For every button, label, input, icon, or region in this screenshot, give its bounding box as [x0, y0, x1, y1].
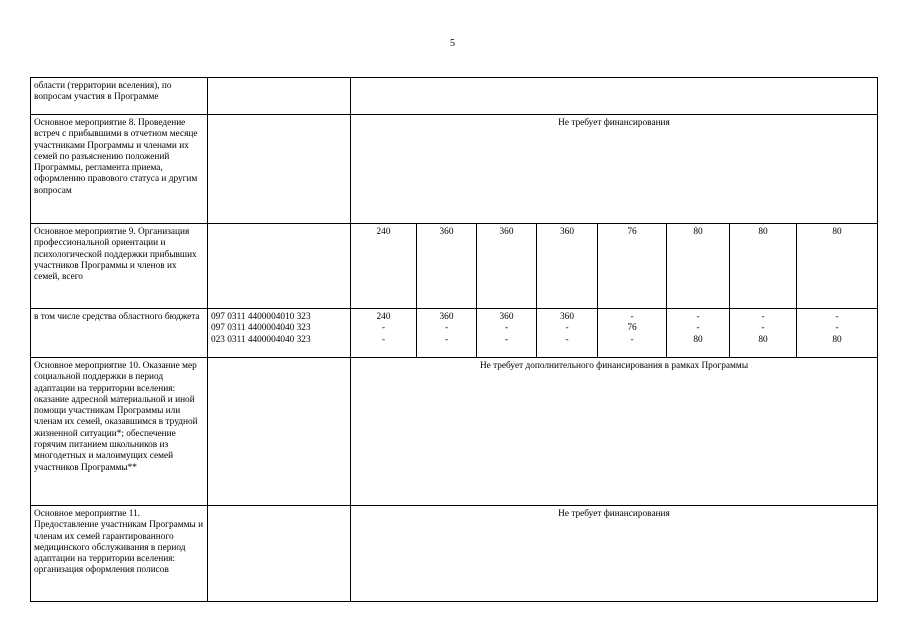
value: - [630, 334, 634, 345]
value-cell [598, 309, 667, 358]
table-row [31, 358, 878, 506]
measure-description: области (территории вселения), по вопросам участия в Программе [31, 78, 208, 115]
value-cell: 80 [797, 224, 878, 309]
value-cell [417, 309, 477, 358]
value: - [835, 323, 839, 334]
measure-description: Основное мероприятие 11. Предоставление участникам Программы и членам их семей гарантированного медицинского обслуживания в период адаптации на территории вселения: организация оформления полисов [31, 506, 208, 602]
measure-description: Основное мероприятие 10. Оказание мер социальной поддержки в период адаптации на территории вселения: оказание адресной материальной и иной помощи участникам Программы или членам их семей, оказавшимся в трудной жизненной ситуации*; обеспечение горячим питанием школьников из многодетных и малоимущих семей участников Программы** [31, 358, 208, 506]
value: - [835, 312, 839, 322]
value: - [504, 323, 509, 334]
budget-code-cell [208, 78, 351, 115]
measure-description: Основное мероприятие 9. Организация профессиональной ориентации и психологической поддержки прибывших участников Программы и членов их семей, всего [31, 224, 208, 309]
value: 360 [499, 312, 514, 322]
value: - [761, 323, 765, 334]
measure-description: Основное мероприятие 8. Проведение встреч с прибывшими в отчетном месяце участниками Программы и членами их семей по разъяснению положений Программы, регламента приема, оформлению правового статуса и другим вопросам [31, 115, 208, 224]
value: 80 [832, 334, 842, 345]
value: 80 [693, 334, 703, 345]
measure-description: в том числе средства областного бюджета [31, 309, 208, 358]
value-cell: 360 [537, 224, 598, 309]
budget-code: 097 0311 4400004010 323 [211, 312, 311, 322]
value-cell: 80 [730, 224, 797, 309]
value: - [381, 334, 386, 345]
value-cell [351, 309, 417, 358]
budget-code-cell [208, 358, 351, 506]
value-cell [477, 309, 537, 358]
value: - [381, 323, 386, 334]
budget-code-cell [208, 224, 351, 309]
value-cell: 240 [351, 224, 417, 309]
page-number: 5 [450, 38, 455, 49]
table-row [31, 506, 878, 602]
value-cell: 80 [667, 224, 730, 309]
value: - [565, 323, 569, 334]
funding-table [30, 77, 878, 602]
empty-cell [351, 78, 878, 115]
budget-code-cell [208, 115, 351, 224]
value-cell: 360 [417, 224, 477, 309]
value: - [630, 312, 634, 322]
table-row [31, 78, 878, 115]
value: 360 [560, 312, 574, 322]
value: - [504, 334, 509, 345]
value-cell: 76 [598, 224, 667, 309]
value-cell: 360 [477, 224, 537, 309]
table-row [31, 115, 878, 224]
value: - [696, 312, 700, 322]
value: - [565, 334, 569, 345]
value: 360 [439, 312, 454, 322]
value: - [444, 323, 449, 334]
value: 76 [627, 323, 637, 334]
value: 240 [376, 312, 391, 322]
value-cell [667, 309, 730, 358]
budget-code: 023 0311 4400004040 323 [211, 334, 311, 345]
funding-note: Не требует дополнительного финансирования в рамках Программы [351, 358, 878, 506]
budget-code: 097 0311 4400004040 323 [211, 323, 311, 334]
value: - [761, 312, 765, 322]
funding-note: Не требует финансирования [351, 115, 878, 224]
value: - [696, 323, 700, 334]
table-row [31, 309, 878, 358]
value-cell [797, 309, 878, 358]
budget-code-cell [208, 309, 351, 358]
funding-note: Не требует финансирования [351, 506, 878, 602]
value: 80 [758, 334, 768, 345]
value-cell [537, 309, 598, 358]
value: - [444, 334, 449, 345]
budget-code-cell [208, 506, 351, 602]
table-row [31, 224, 878, 309]
value-cell [730, 309, 797, 358]
